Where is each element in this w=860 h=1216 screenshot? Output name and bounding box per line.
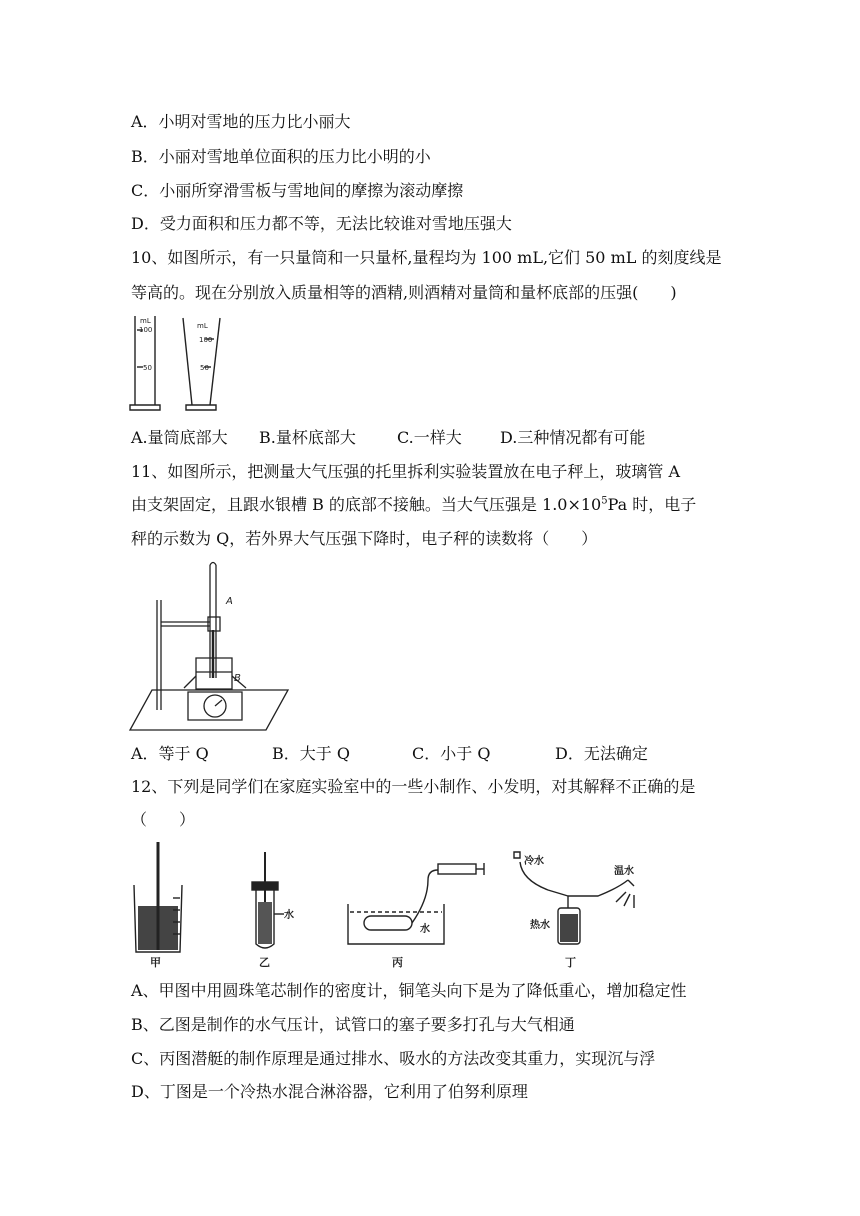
label-tube-a: A bbox=[226, 596, 233, 607]
q9-option-a: A．小明对雪地的压力比小丽大 bbox=[131, 112, 351, 131]
q10-option-c: C.一样大 bbox=[397, 428, 462, 447]
label-ding-hot-water: 热水 bbox=[530, 920, 550, 931]
figure-jia-beaker bbox=[134, 842, 182, 952]
q12-option-d: D、丁图是一个冷热水混合淋浴器，它利用了伯努利原理 bbox=[131, 1082, 528, 1101]
label-yi-water: 水 bbox=[284, 910, 294, 921]
q11-stem-line3: 秤的示数为 Q，若外界大气压强下降时，电子秤的读数将（ ） bbox=[131, 529, 598, 548]
cup-mark-100: 100 bbox=[199, 336, 213, 344]
q10-option-d: D.三种情况都有可能 bbox=[500, 428, 646, 447]
base-plate bbox=[130, 690, 288, 730]
figure-bing-submarine bbox=[348, 863, 484, 944]
q9-option-d: D．受力面积和压力都不等，无法比较谁对雪地压强大 bbox=[131, 214, 512, 233]
cylinder-mark-50: 50 bbox=[143, 364, 152, 372]
q12-option-c: C、丙图潜艇的制作原理是通过排水、吸水的方法改变其重力，实现沉与浮 bbox=[131, 1049, 656, 1068]
label-trough-b: B bbox=[234, 673, 241, 684]
figure-yi-test-tube bbox=[252, 852, 284, 948]
cup-unit-label: mL bbox=[197, 322, 208, 330]
q9-option-c: C．小丽所穿滑雪板与雪地间的摩擦为滚动摩擦 bbox=[131, 181, 464, 200]
q11-option-a: A．等于 Q bbox=[131, 744, 209, 763]
q9-option-b: B．小丽对雪地单位面积的压力比小明的小 bbox=[131, 147, 431, 166]
q11-stem-line2-text: 由支架固定，且跟水银槽 B 的底部不接触。当大气压强是 1.0×10 bbox=[131, 495, 602, 514]
label-yi: 乙 bbox=[259, 956, 270, 969]
label-ding-warm-water: 温水 bbox=[614, 866, 634, 877]
q12-stem-line1: 12、下列是同学们在家庭实验室中的一些小制作、小发明，对其解释不正确的是 bbox=[131, 777, 696, 796]
q11-option-c: C．小于 Q bbox=[412, 744, 491, 763]
q11-option-b: B．大于 Q bbox=[272, 744, 350, 763]
q11-exponent: 5 bbox=[601, 495, 608, 507]
q10-stem-line1: 10、如图所示，有一只量筒和一只量杯,量程均为 100 mL,它们 50 mL 的刻度线是 bbox=[131, 248, 722, 267]
q10-option-b: B.量杯底部大 bbox=[259, 428, 356, 447]
label-jia: 甲 bbox=[150, 956, 161, 969]
q10-option-a: A.量筒底部大 bbox=[131, 428, 228, 447]
q12-figure-panel bbox=[128, 840, 648, 970]
q11-figure-torricelli-apparatus bbox=[130, 560, 290, 735]
label-bing: 丙 bbox=[392, 956, 403, 969]
q11-stem-line2-rest: Pa 时，电子 bbox=[607, 495, 697, 514]
q11-option-d: D．无法确定 bbox=[555, 744, 648, 763]
cup-mark-50: 50 bbox=[200, 364, 209, 372]
label-bing-water: 水 bbox=[420, 924, 430, 935]
cylinder-unit-label: mL bbox=[140, 317, 151, 325]
q12-option-a: A、甲图中用圆珠笔芯制作的密度计，铜笔头向下是为了降低重心，增加稳定性 bbox=[131, 981, 687, 1000]
cylinder-mark-100: 100 bbox=[139, 326, 153, 334]
q12-stem-line2: （ ） bbox=[131, 810, 196, 829]
q11-stem-line2 bbox=[131, 495, 696, 515]
q10-figure-cylinder-and-cup bbox=[128, 312, 228, 416]
q11-stem-line1: 11、如图所示，把测量大气压强的托里拆利实验装置放在电子秤上，玻璃管 A bbox=[131, 462, 681, 481]
label-ding-cold-water: 冷水 bbox=[524, 856, 544, 867]
q10-stem-line2: 等高的。现在分别放入质量相等的酒精,则酒精对量筒和量杯底部的压强( ) bbox=[131, 283, 677, 302]
label-ding: 丁 bbox=[565, 956, 576, 969]
q12-option-b: B、乙图是制作的水气压计，试管口的塞子要多打孔与大气相通 bbox=[131, 1015, 575, 1034]
